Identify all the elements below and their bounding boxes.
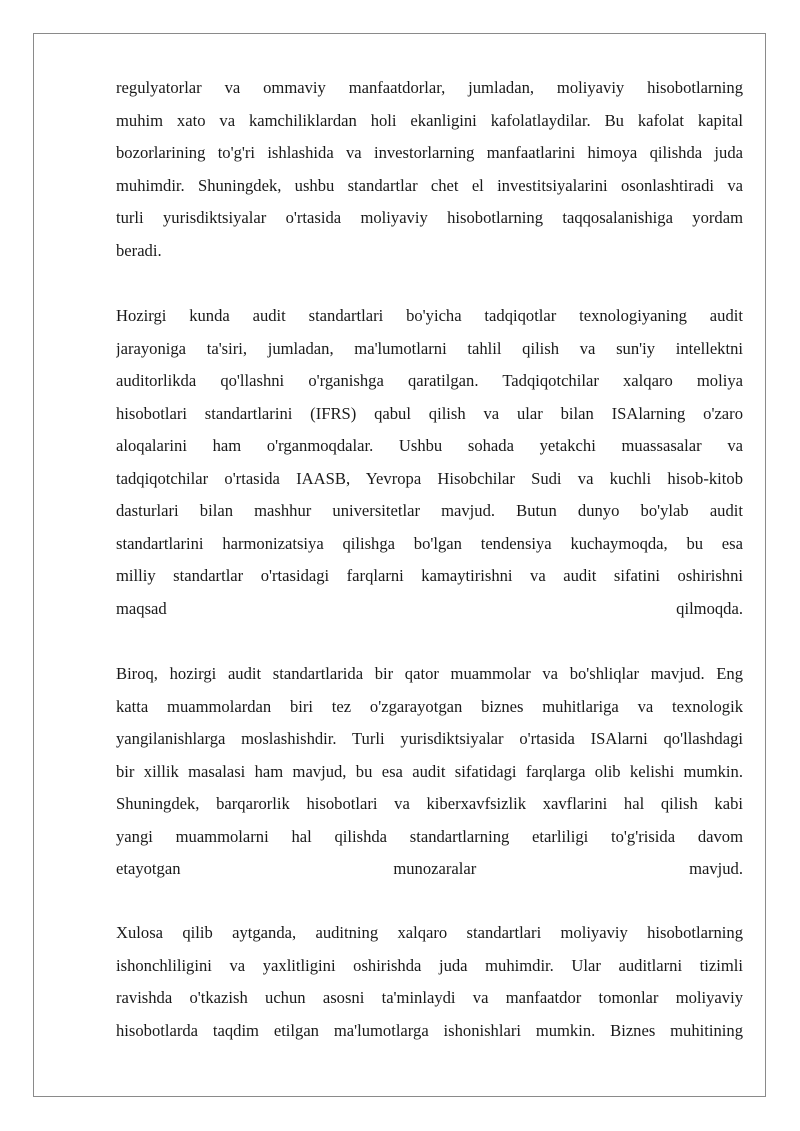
text-line: aloqalarini ham o'rganmoqdalar. Ushbu sohada yetakchi muassasalar va <box>116 436 743 455</box>
text-line: yangilanishlarga moslashishdir. Turli yurisdiktsiyalar o'rtasida ISAlarni qo'llashdagi <box>116 729 743 748</box>
text-line: etayotgan munozaralar mavjud. <box>116 859 743 878</box>
text-line: muhim xato va kamchiliklardan holi ekanligini kafolatlaydilar. Bu kafolat kapital <box>116 110 743 130</box>
text-line: hisobotlarda taqdim etilgan ma'lumotlarga ishonishlari mumkin. Biznes muhitining <box>116 1020 743 1040</box>
text-line: dasturlari bilan mashhur universitetlar mavjud. Butun dunyo bo'ylab audit <box>116 501 743 520</box>
text-line: muhimdir. Shuningdek, ushbu standartlar chet el investitsiyalarini osonlashtiradi va <box>116 175 743 195</box>
text-line: ravishda o'tkazish uchun asosni ta'minlaydi va manfaatdor tomonlar moliyaviy <box>116 988 743 1007</box>
text-line: maqsad qilmoqda. <box>116 598 743 618</box>
text-line: Shuningdek, barqarorlik hisobotlari va kiberxavfsizlik xavflarini hal qilish kabi <box>116 794 743 813</box>
text-line: ishonchliligini va yaxlitligini oshirishda juda muhimdir. Ular auditlarni tizimli <box>116 955 743 975</box>
text-line: milliy standartlar o'rtasidagi farqlarni kamaytirishni va audit sifatini oshirishni <box>116 566 743 585</box>
text-line: beradi. <box>116 240 162 260</box>
text-line: Hozirgi kunda audit standartlari bo'yicha tadqiqotlar texnologiyaning audit <box>116 306 743 325</box>
text-line: jarayoniga ta'siri, jumladan, ma'lumotlarni tahlil qilish va sun'iy intellektni <box>116 338 743 358</box>
text-line: bir xillik masalasi ham mavjud, bu esa audit sifatidagi farqlarga olib kelishi mumkin. <box>116 761 743 781</box>
text-line: bozorlarining to'g'ri ishlashida va investorlarning manfaatlarini himoya qilishda juda <box>116 143 743 162</box>
text-line: Biroq, hozirgi audit standartlarida bir qator muammolar va bo'shliqlar mavjud. Eng <box>116 664 743 683</box>
paragraph-2 <box>116 300 743 625</box>
text-line: tadqiqotchilar o'rtasida IAASB, Yevropa Hisobchilar Sudi va kuchli hisob-kitob <box>116 468 743 488</box>
paragraph-3 <box>116 658 743 886</box>
paragraph-1 <box>116 72 743 267</box>
text-line: Xulosa qilib aytganda, auditning xalqaro standartlari moliyaviy hisobotlarning <box>116 923 743 942</box>
text-line: turli yurisdiktsiyalar o'rtasida moliyaviy hisobotlarning taqqosalanishiga yordam <box>116 208 743 227</box>
text-line: regulyatorlar va ommaviy manfaatdorlar, jumladan, moliyaviy hisobotlarning <box>116 78 743 97</box>
text-line: hisobotlari standartlarini (IFRS) qabul qilish va ular bilan ISAlarning o'zaro <box>116 403 743 423</box>
paragraph-4 <box>116 917 743 1047</box>
text-line: auditorlikda qo'llashni o'rganishga qaratilgan. Tadqiqotchilar xalqaro moliya <box>116 371 743 390</box>
text-line: katta muammolardan biri tez o'zgarayotgan biznes muhitlariga va texnologik <box>116 696 743 716</box>
text-line: yangi muammolarni hal qilishda standartlarning etarliligi to'g'risida davom <box>116 826 743 846</box>
text-line: standartlarini harmonizatsiya qilishga bo'lgan tendensiya kuchaymoqda, bu esa <box>116 533 743 553</box>
